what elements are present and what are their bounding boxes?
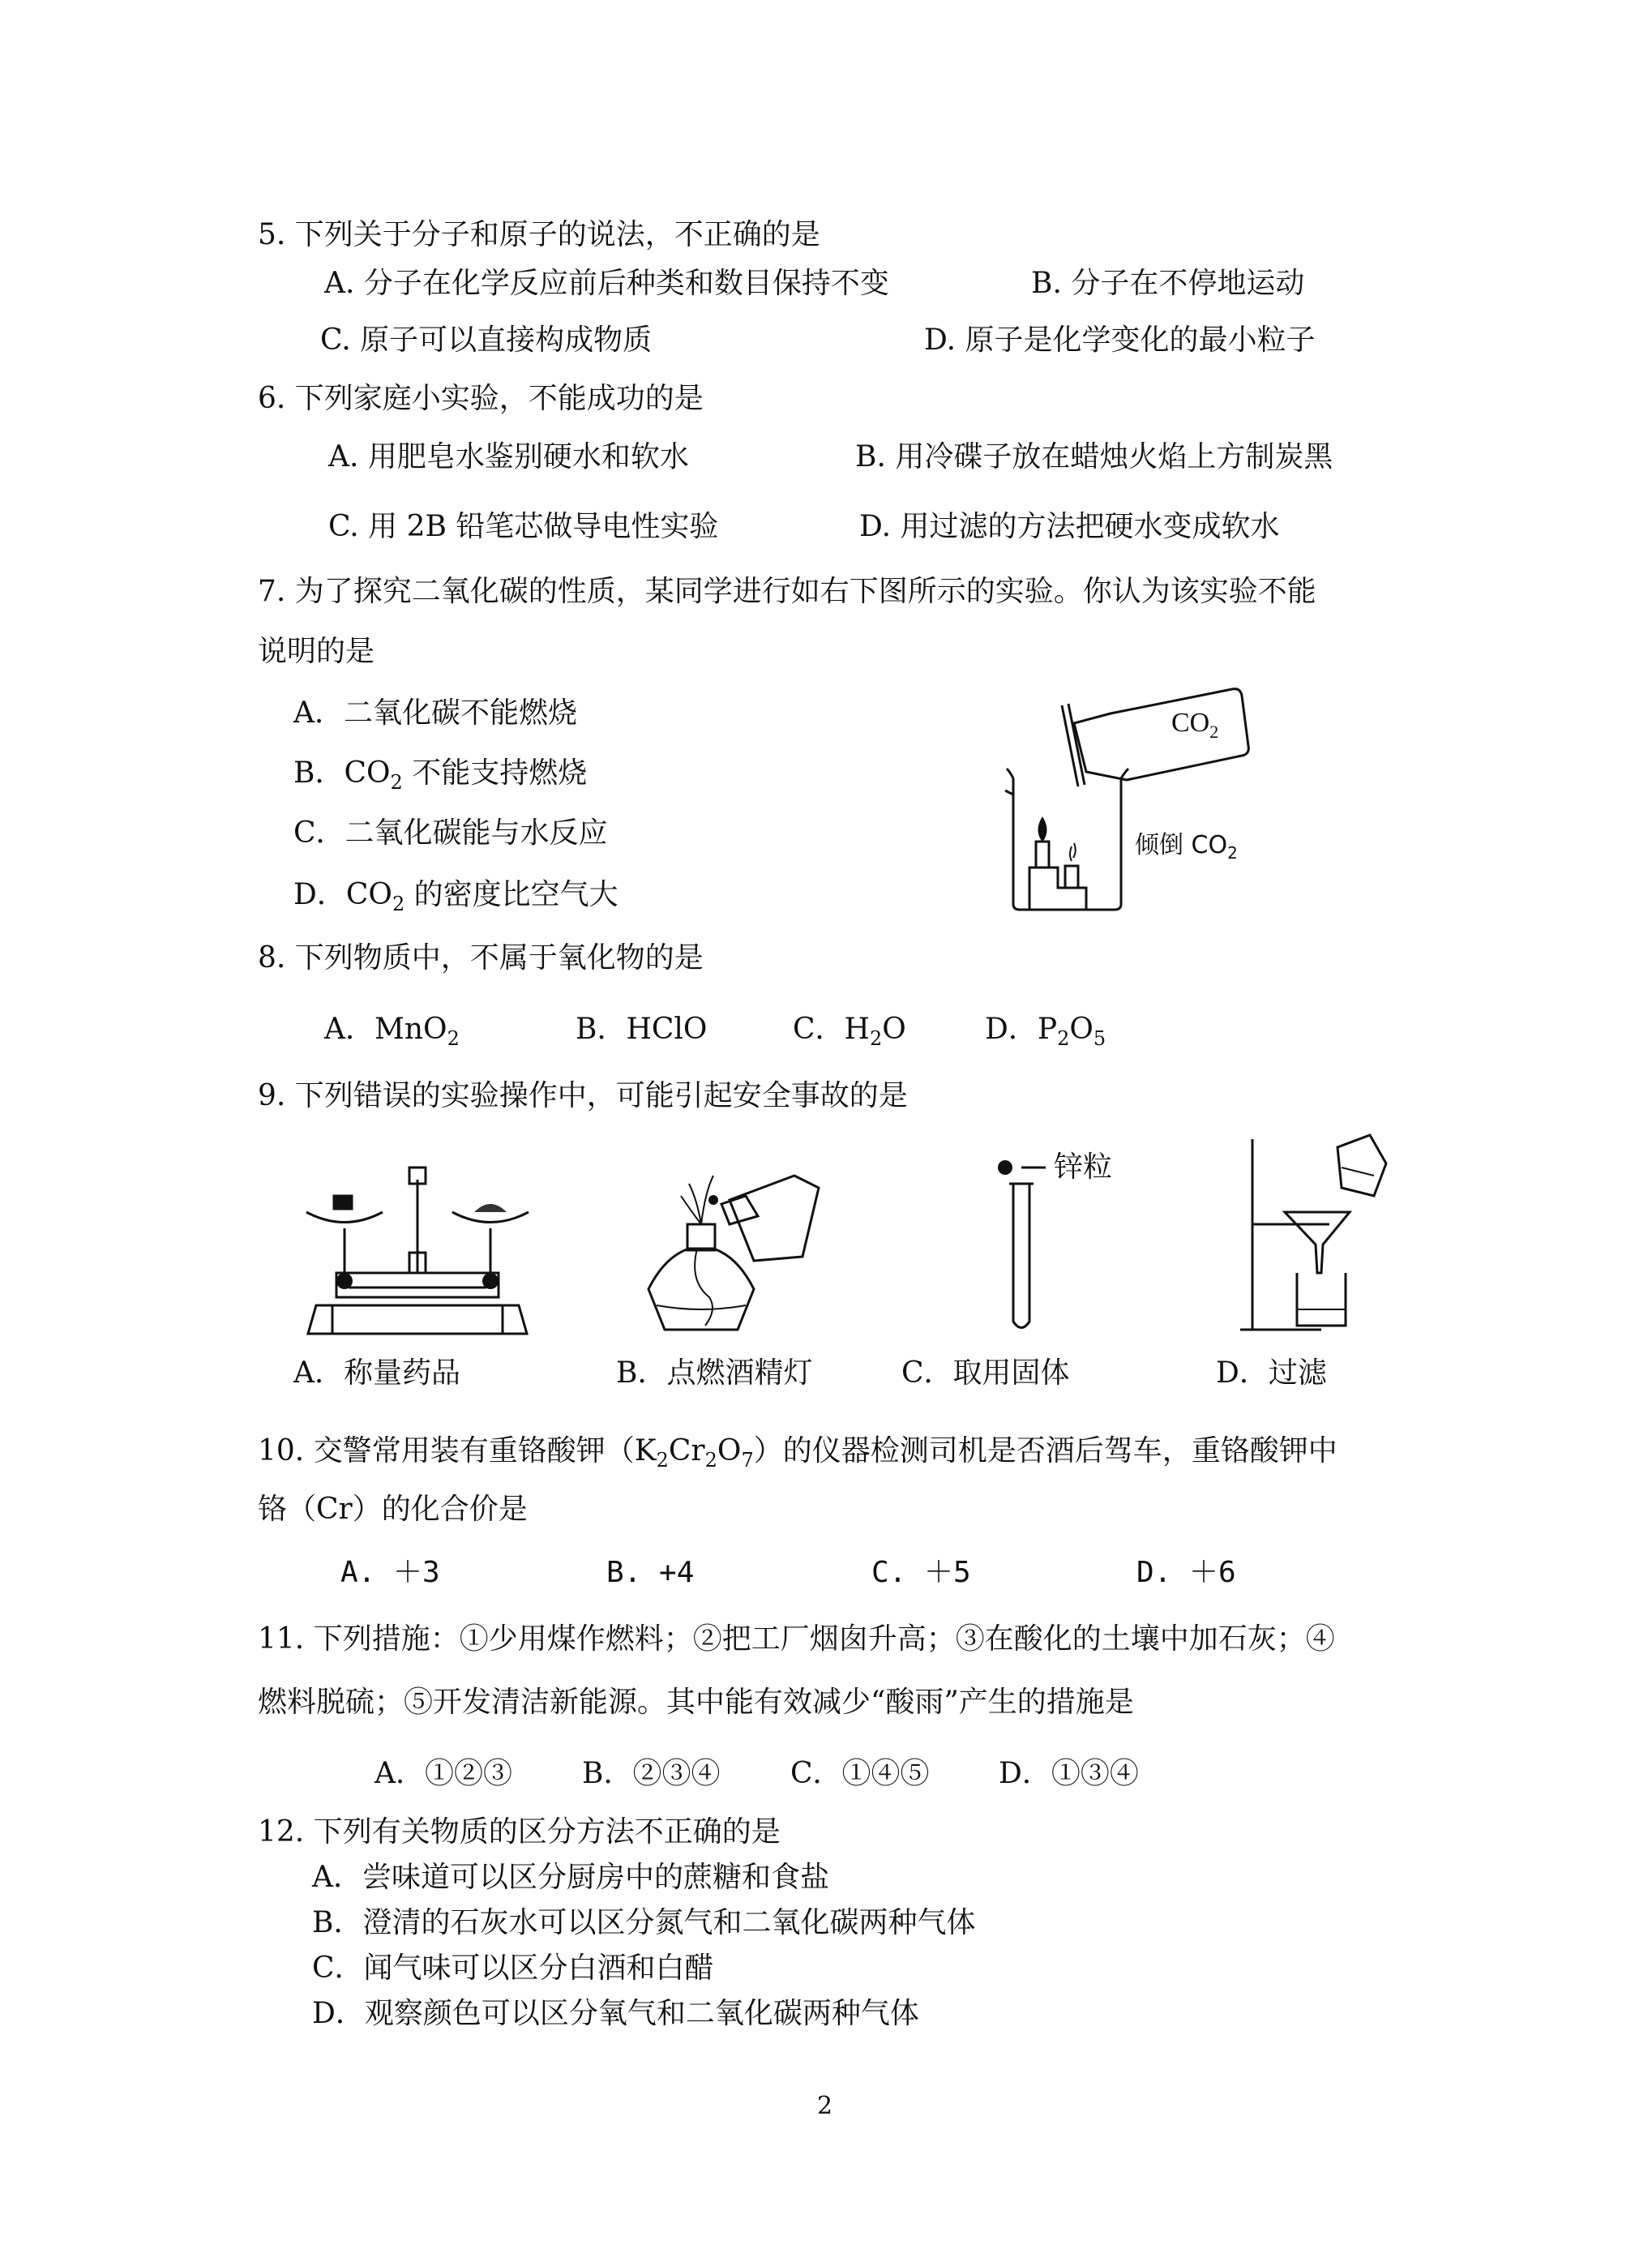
chemical-sample-icon bbox=[474, 1204, 507, 1212]
q6-option-c: C. 用 2B 铅笔芯做导电性实验 bbox=[328, 510, 719, 543]
q9-option-c: C．取用固体 bbox=[901, 1356, 1070, 1390]
q7-option-b: B．$CO_2$ 不能支持燃烧 bbox=[293, 756, 588, 795]
receiving-beaker-icon bbox=[1297, 1273, 1346, 1326]
co2-pouring-figure bbox=[997, 681, 1256, 916]
q10-option-a: A. ＋3 bbox=[340, 1556, 440, 1589]
zinc-pellet-label: 锌粒 bbox=[1054, 1150, 1113, 1184]
q12-option-d: D．观察颜色可以区分氧气和二氧化碳两种气体 bbox=[312, 1997, 919, 2030]
candle-lower-icon bbox=[1065, 866, 1078, 888]
q11-stem-line2: 燃料脱硫；⑤开发清洁新能源。其中能有效减少“酸雨”产生的措施是 bbox=[258, 1686, 1134, 1719]
q12-option-a: A．尝味道可以区分厨房中的蔗糖和食盐 bbox=[312, 1861, 829, 1894]
q10-option-b: B. +4 bbox=[606, 1556, 695, 1589]
q12-option-c: C．闻气味可以区分白酒和白醋 bbox=[312, 1952, 714, 1985]
q7-option-a: A．二氧化碳不能燃烧 bbox=[293, 696, 577, 730]
q12-option-b: B．澄清的石灰水可以区分氮气和二氧化碳两种气体 bbox=[312, 1906, 976, 1939]
pour-co2-caption: 倾倒 $CO_2$ bbox=[1135, 831, 1238, 863]
q10-option-c: C. ＋5 bbox=[871, 1556, 971, 1589]
q7-option-d: D．$CO_2$ 的密度比空气大 bbox=[293, 878, 618, 916]
weight-icon bbox=[334, 1196, 352, 1209]
q12-stem: 12. 下列有关物质的区分方法不正确的是 bbox=[258, 1815, 781, 1849]
co2-bottle-label: $CO_2$ bbox=[1171, 708, 1219, 742]
tilted-lamp-icon bbox=[730, 1176, 819, 1261]
q8-option-c: C．$H_2O$ bbox=[793, 1013, 906, 1051]
q5-option-b: B. 分子在不停地运动 bbox=[1031, 267, 1305, 300]
test-tube-icon bbox=[1013, 1184, 1029, 1328]
q5-option-c: C. 原子可以直接构成物质 bbox=[320, 323, 653, 357]
page-number: 2 bbox=[817, 2092, 833, 2120]
q11-stem-line1: 11. 下列措施：①少用煤作燃料；②把工厂烟囱升高；③在酸化的土壤中加石灰；④ bbox=[258, 1622, 1335, 1656]
q7-stem-line2: 说明的是 bbox=[258, 635, 375, 668]
q5-stem: 5. 下列关于分子和原子的说法，不正确的是 bbox=[258, 218, 820, 251]
q6-stem: 6. 下列家庭小实验，不能成功的是 bbox=[258, 382, 704, 415]
q5-option-d: D. 原子是化学变化的最小粒子 bbox=[924, 323, 1316, 357]
q7-stem-line1: 7. 为了探究二氧化碳的性质，某同学进行如右下图所示的实验。你认为该实验不能 bbox=[258, 575, 1316, 608]
right-pan-icon bbox=[452, 1212, 529, 1223]
co2-bottle-icon bbox=[1074, 689, 1248, 780]
candle-upper-icon bbox=[1036, 842, 1049, 868]
q9-option-b: B．点燃酒精灯 bbox=[616, 1356, 813, 1390]
q6-option-b: B. 用冷碟子放在蜡烛火焰上方制炭黑 bbox=[855, 440, 1333, 473]
q8-option-d: D．$P_2O_5$ bbox=[985, 1013, 1106, 1051]
filtration-figure bbox=[1240, 1131, 1402, 1338]
q8-option-b: B．HClO bbox=[576, 1013, 708, 1046]
pouring-beaker-icon bbox=[1337, 1135, 1386, 1196]
left-pan-icon bbox=[306, 1212, 383, 1223]
q6-option-a: A. 用肥皂水鉴别硬水和软水 bbox=[328, 440, 689, 473]
q10-stem-line1: 10. 交警常用装有重铬酸钾$(K_2Cr_2O_7)$的仪器检测司机是否酒后驾车，重铬酸钾中 bbox=[258, 1434, 1337, 1472]
flame-icon bbox=[1039, 819, 1046, 840]
balance-figure bbox=[300, 1159, 535, 1338]
balance-base-icon bbox=[308, 1305, 527, 1334]
q11-option-c: C．①④⑤ bbox=[790, 1757, 930, 1790]
q9-option-d: D．过滤 bbox=[1216, 1356, 1327, 1390]
zinc-pellet-icon bbox=[998, 1160, 1012, 1175]
q8-stem: 8. 下列物质中，不属于氧化物的是 bbox=[258, 941, 704, 975]
q8-option-a: A．MnO$_2$ bbox=[324, 1013, 460, 1051]
q10-stem-line2: 铬（Cr）的化合价是 bbox=[258, 1493, 528, 1526]
q6-option-d: D. 用过滤的方法把硬水变成软水 bbox=[859, 510, 1280, 543]
q9-stem: 9. 下列错误的实验操作中，可能引起安全事故的是 bbox=[258, 1079, 908, 1112]
q10-option-d: D. ＋6 bbox=[1136, 1556, 1236, 1589]
q11-option-b: B．②③④ bbox=[582, 1757, 721, 1790]
q5-option-a: A. 分子在化学反应前后种类和数目保持不变 bbox=[324, 267, 889, 300]
alcohol-lamp-figure bbox=[640, 1168, 827, 1338]
funnel-icon bbox=[1285, 1212, 1350, 1273]
q11-option-d: D．①③④ bbox=[999, 1757, 1139, 1790]
q7-option-c: C．二氧化碳能与水反应 bbox=[293, 816, 608, 850]
q11-option-a: A．①②③ bbox=[374, 1757, 512, 1790]
q9-option-a: A．称量药品 bbox=[293, 1356, 460, 1390]
